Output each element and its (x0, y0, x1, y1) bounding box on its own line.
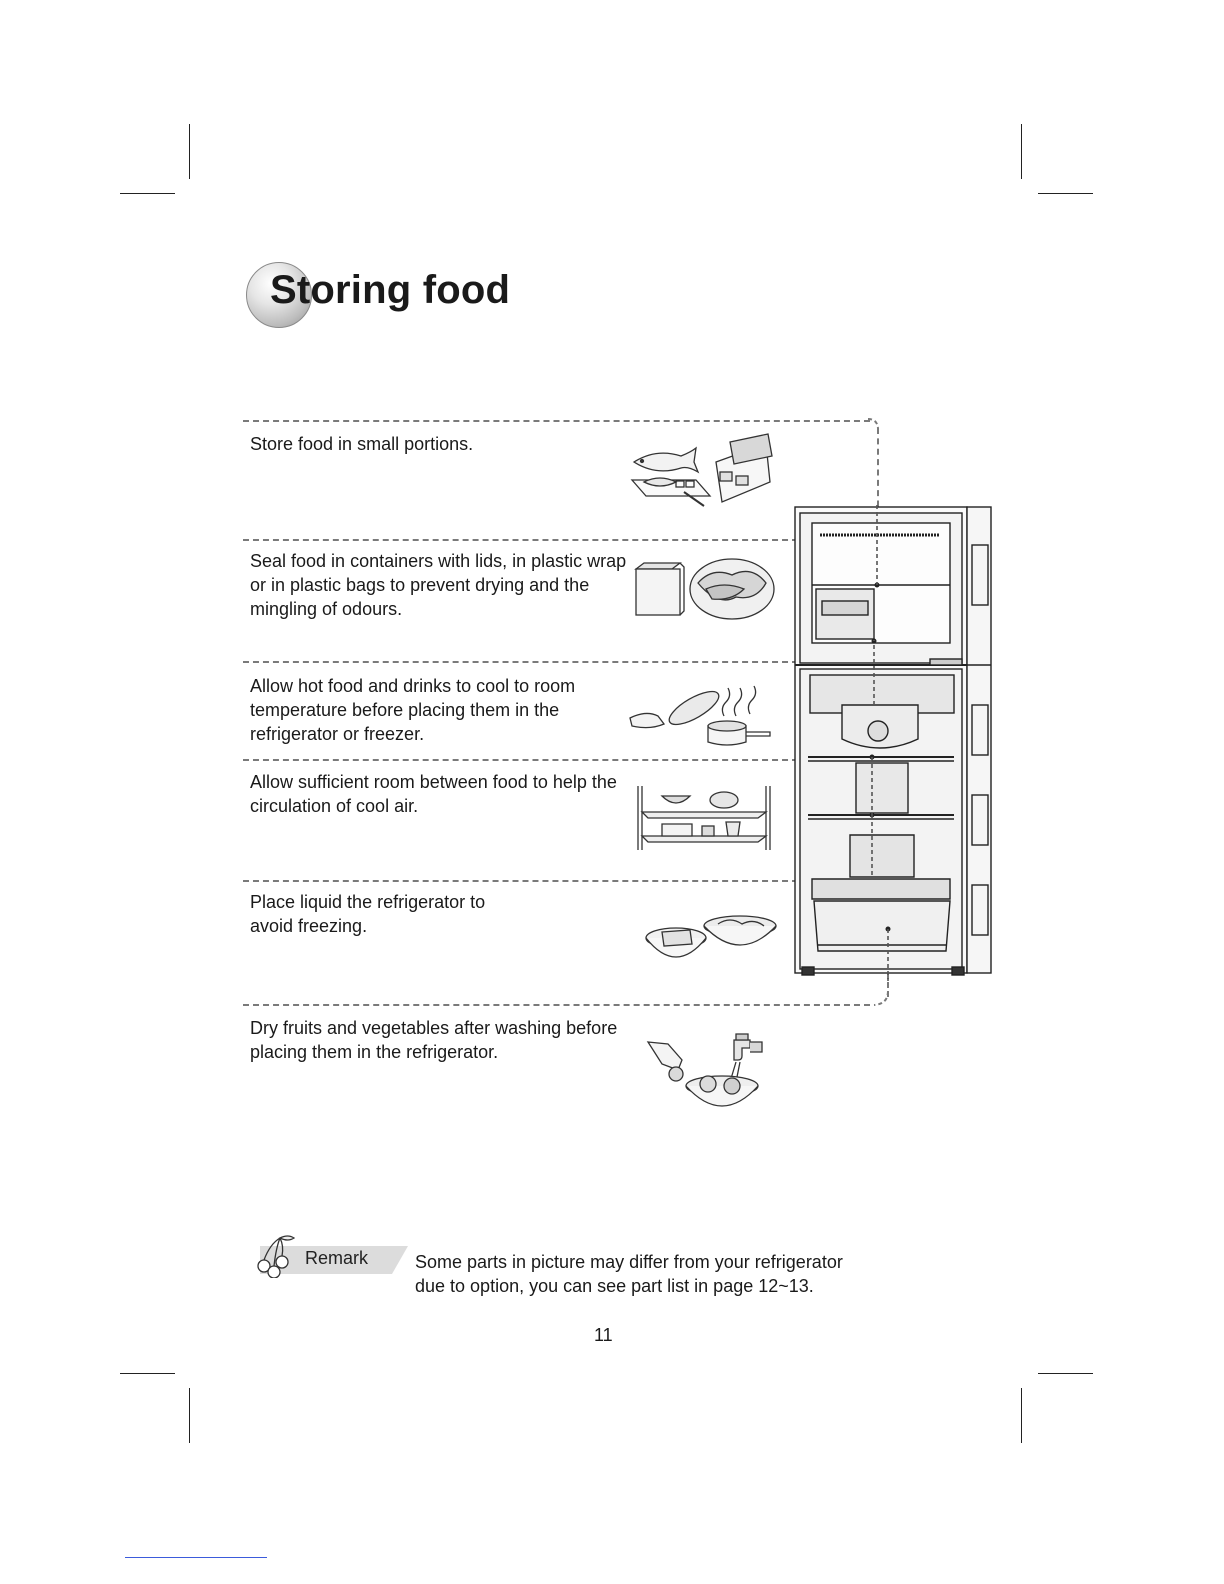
shelf-spacing-icon (634, 782, 774, 852)
crop-mark (1021, 1388, 1022, 1443)
page-number: 11 (594, 1325, 613, 1345)
divider-corner (872, 990, 890, 1008)
crop-mark (1038, 1373, 1093, 1374)
refrigerator-diagram (790, 505, 995, 981)
page-title: Storing food (270, 268, 511, 312)
tip-text: Allow sufficient room between food to help the circulation of cool air. (250, 772, 617, 816)
remark-label: Remark (305, 1248, 369, 1268)
divider (243, 661, 798, 663)
remark-text-line: Some parts in picture may differ from your refrigerator (415, 1252, 843, 1272)
remark-text (415, 1250, 843, 1298)
sealed-containers-icon (632, 553, 777, 623)
tip-text: Dry fruits and vegetables after washing before placing them in the refrigerator. (250, 1018, 618, 1062)
crop-mark (189, 124, 190, 179)
divider (243, 420, 870, 422)
divider (243, 1004, 870, 1006)
crop-mark (189, 1388, 190, 1443)
washing-fruit-icon (638, 1030, 768, 1116)
divider (243, 880, 798, 882)
crop-mark (120, 1373, 175, 1374)
remark-text-line: due to option, you can see part list in page 12~13. (415, 1276, 814, 1296)
divider-corner (866, 418, 880, 432)
crop-mark (1021, 124, 1022, 179)
tip-text: Allow hot food and drinks to cool to room temperature before placing them in the refrigerator or freezer. (250, 676, 576, 744)
tip-text: Place liquid the refrigerator to avoid freezing. (250, 892, 486, 936)
divider (243, 539, 798, 541)
tip-text: Seal food in containers with lids, in plastic wrap or in plastic bags to prevent drying and the mingling of odours. (250, 551, 627, 619)
hot-pan-icon (624, 676, 774, 748)
fish-portions-icon (626, 432, 776, 512)
crop-mark (1038, 193, 1093, 194)
tip-text: Store food in small portions. (250, 434, 474, 454)
footer-rule (125, 1557, 267, 1558)
crop-mark (120, 193, 175, 194)
divider (243, 759, 798, 761)
bowls-icon (644, 912, 779, 968)
